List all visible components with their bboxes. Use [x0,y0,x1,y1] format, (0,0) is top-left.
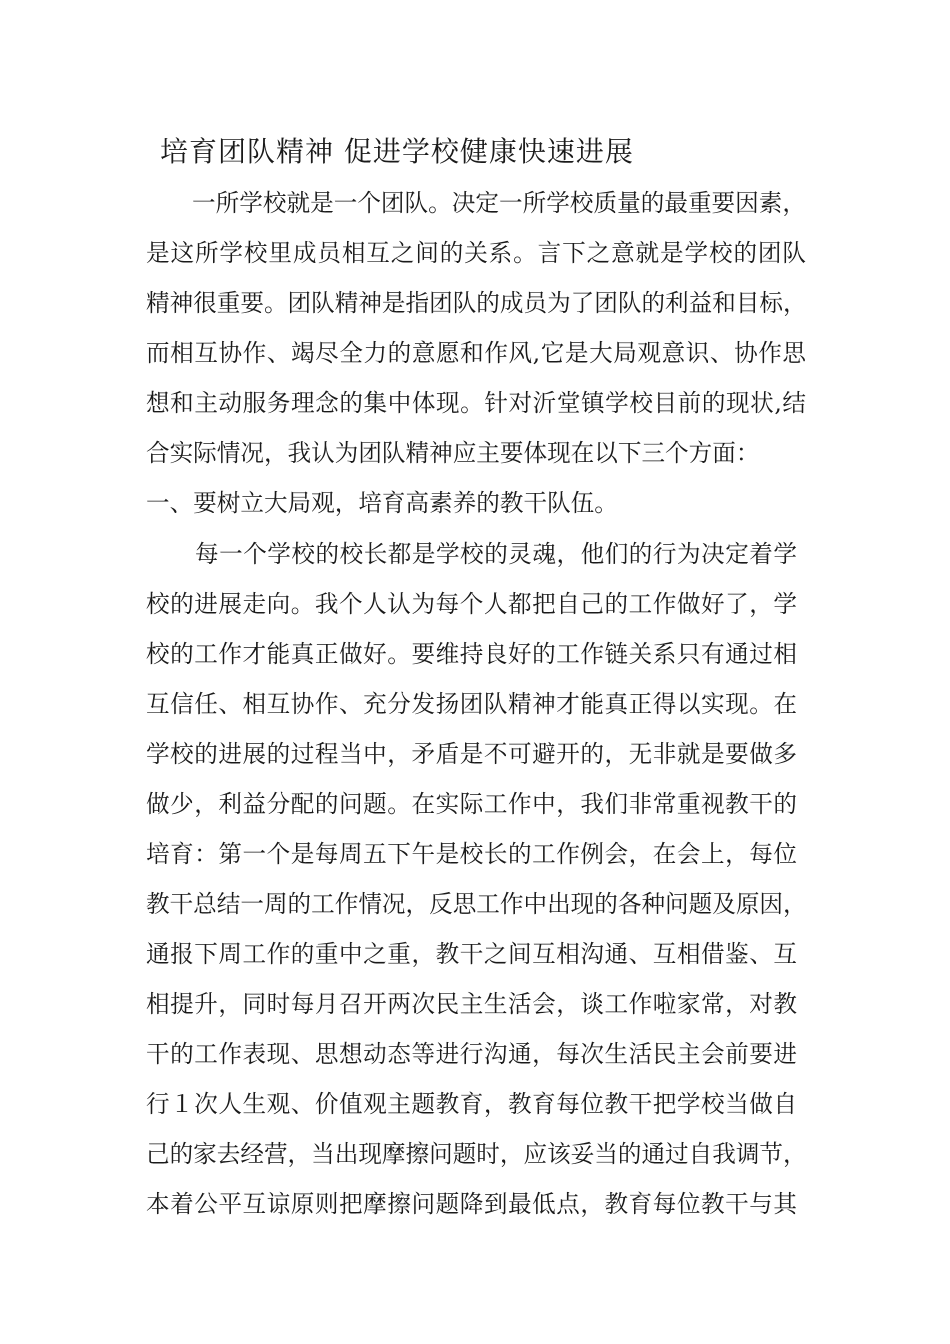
paragraph-line: 每一个学校的校长都是学校的灵魂，他们的行为决定着学 [195,540,797,568]
paragraph-line: 学校的进展的过程当中，矛盾是不可避开的，无非就是要做多 [146,740,797,768]
paragraph-line: 己的家去经营，当出现摩擦问题时，应该妥当的通过自我调节， [146,1140,807,1168]
paragraph-line: 是这所学校里成员相互之间的关系。言下之意就是学校的团队 [146,239,806,267]
document-title: 培育团队精神 促进学校健康快速进展 [160,135,634,168]
paragraph-line: 培育：第一个是每周五下午是校长的工作例会，在会上，每位 [146,840,797,868]
paragraph-line: 互信任、相互协作、充分发扬团队精神才能真正得以实现。在 [146,690,797,718]
paragraph-line: 通报下周工作的重中之重，教干之间互相沟通、互相借鉴、互 [146,940,797,968]
paragraph-line: 合实际情况，我认为团队精神应主要体现在以下三个方面： [146,439,760,467]
paragraph-line: 行１次人生观、价值观主题教育，教育每位教干把学校当做自 [146,1090,797,1118]
paragraph-line: 做少，利益分配的问题。在实际工作中，我们非常重视教干的 [146,790,797,818]
paragraph-line: 一所学校就是一个团队。决定一所学校质量的最重要因素， [192,189,806,217]
paragraph-line: 校的进展走向。我个人认为每个人都把自己的工作做好了，学 [146,590,797,618]
paragraph-line: 相提升，同时每月召开两次民主生活会，谈工作啦家常，对教 [146,990,797,1018]
paragraph-line: 干的工作表现、思想动态等进行沟通，每次生活民主会前要进 [146,1040,797,1068]
paragraph-line: 本着公平互谅原则把摩擦问题降到最低点，教育每位教干与其 [146,1190,797,1218]
paragraph-line: 校的工作才能真正做好。要维持良好的工作链关系只有通过相 [146,640,797,668]
paragraph-line: 想和主动服务理念的集中体现。针对沂堂镇学校目前的现状,结 [146,389,806,417]
paragraph-line: 教干总结一周的工作情况，反思工作中出现的各种问题及原因， [146,890,807,918]
section-heading: 一、要树立大局观，培育高素养的教干队伍。 [146,489,618,517]
paragraph-line: 精神很重要。团队精神是指团队的成员为了团队的利益和目标， [146,289,807,317]
paragraph-line: 而相互协作、竭尽全力的意愿和作风,它是大局观意识、协作思 [146,339,806,367]
